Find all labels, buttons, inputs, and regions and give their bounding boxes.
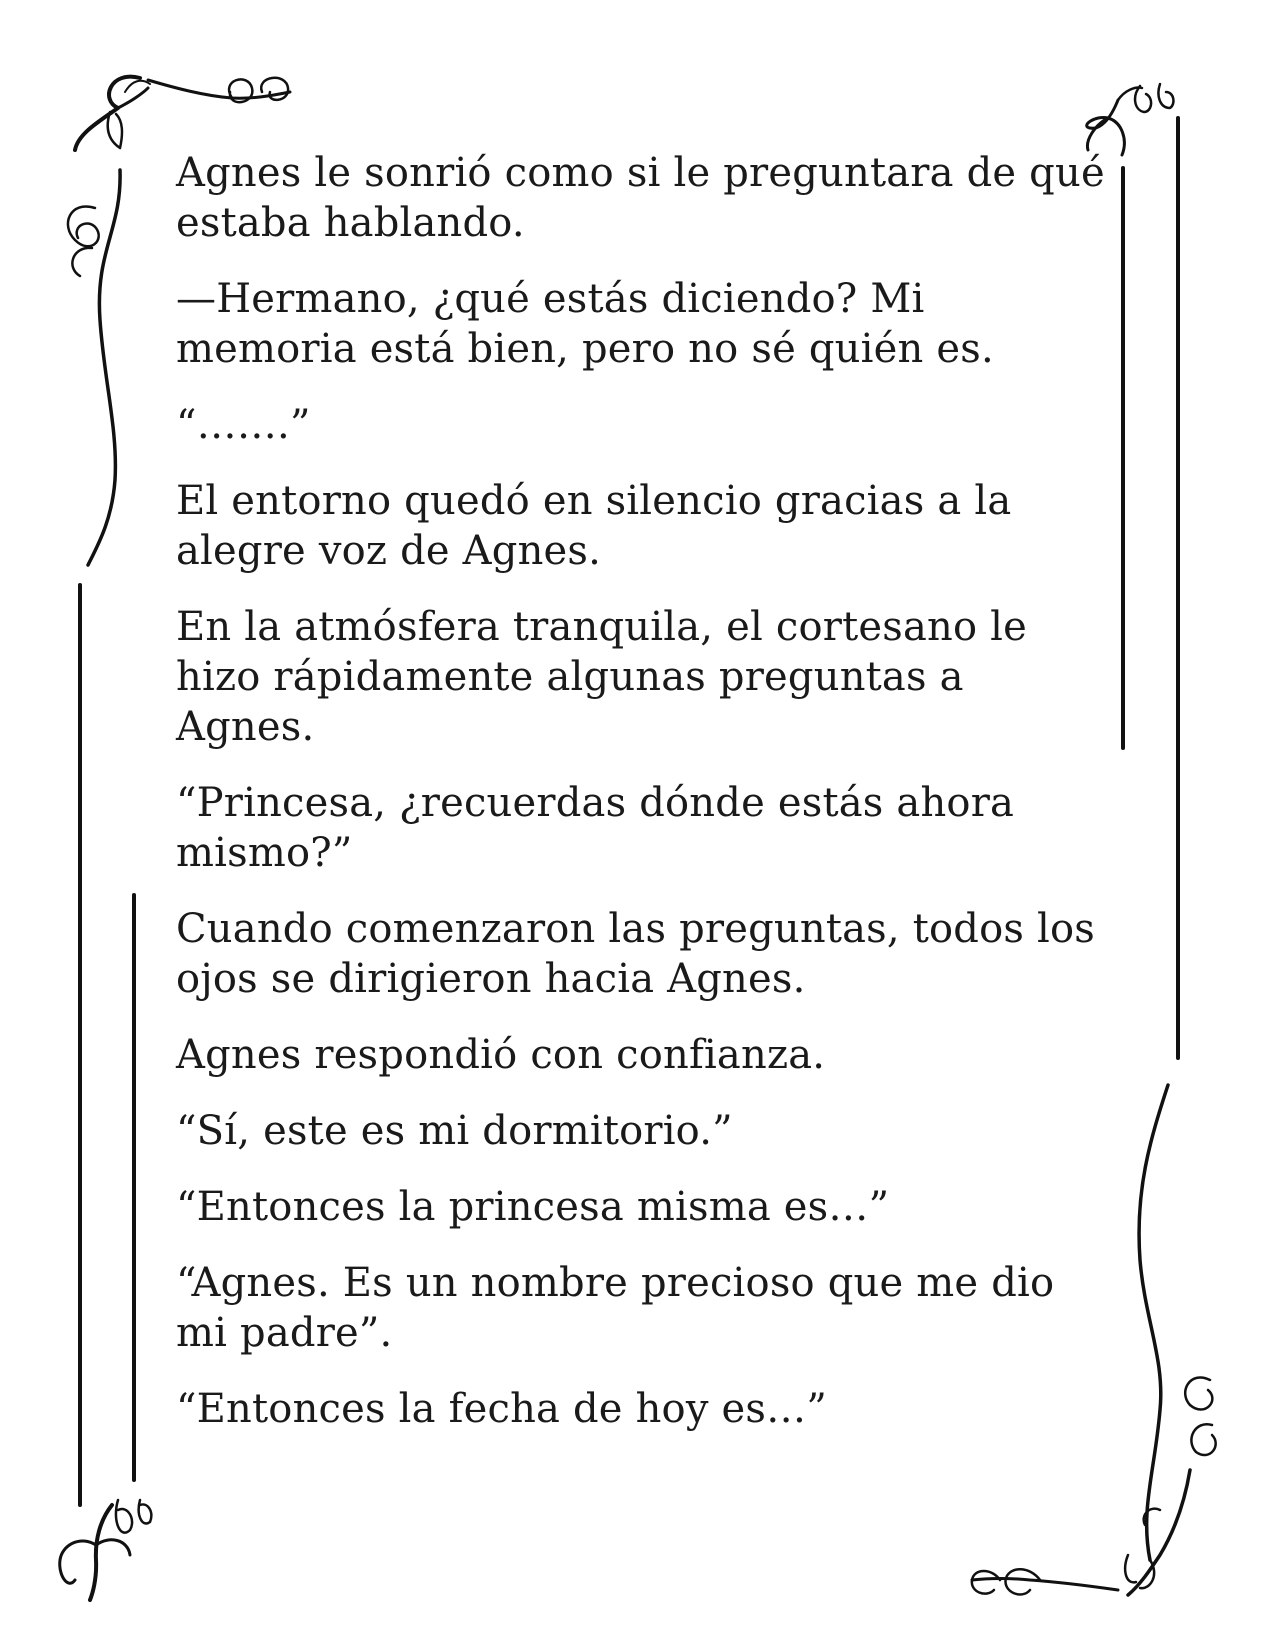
paragraph-9: “Sí, este es mi dormitorio.”	[176, 1108, 733, 1154]
paragraph-7: Cuando comenzaron las preguntas, todos los ojos se dirigieron hacia Agnes.	[176, 906, 1096, 1002]
paragraph-4: El entorno quedó en silencio gracias a la alegre voz de Agnes.	[176, 478, 1012, 574]
paragraph-1: Agnes le sonrió como si le preguntara de qué estaba hablando.	[176, 150, 1105, 246]
paragraph-5: En la atmósfera tranquila, el cortesano le hizo rápidamente algunas preguntas a Agnes.	[176, 604, 1028, 750]
paragraph-6: “Princesa, ¿recuerdas dónde estás ahora mismo?”	[176, 780, 1015, 876]
paragraph-3: “…….”	[176, 402, 311, 448]
paragraph-10: “Entonces la princesa misma es…”	[176, 1184, 890, 1230]
story-text	[176, 148, 1106, 1460]
paragraph-2: —Hermano, ¿qué estás diciendo? Mi memoria está bien, pero no sé quién es.	[176, 276, 994, 372]
bottom-left-flourish-ornament	[60, 1500, 152, 1600]
top-right-flourish-ornament	[1087, 84, 1174, 155]
paragraph-8: Agnes respondió con confianza.	[176, 1032, 826, 1078]
paragraph-11: “Agnes. Es un nombre precioso que me dio mi padre”.	[176, 1260, 1055, 1356]
paragraph-12: “Entonces la fecha de hoy es…”	[176, 1386, 827, 1432]
